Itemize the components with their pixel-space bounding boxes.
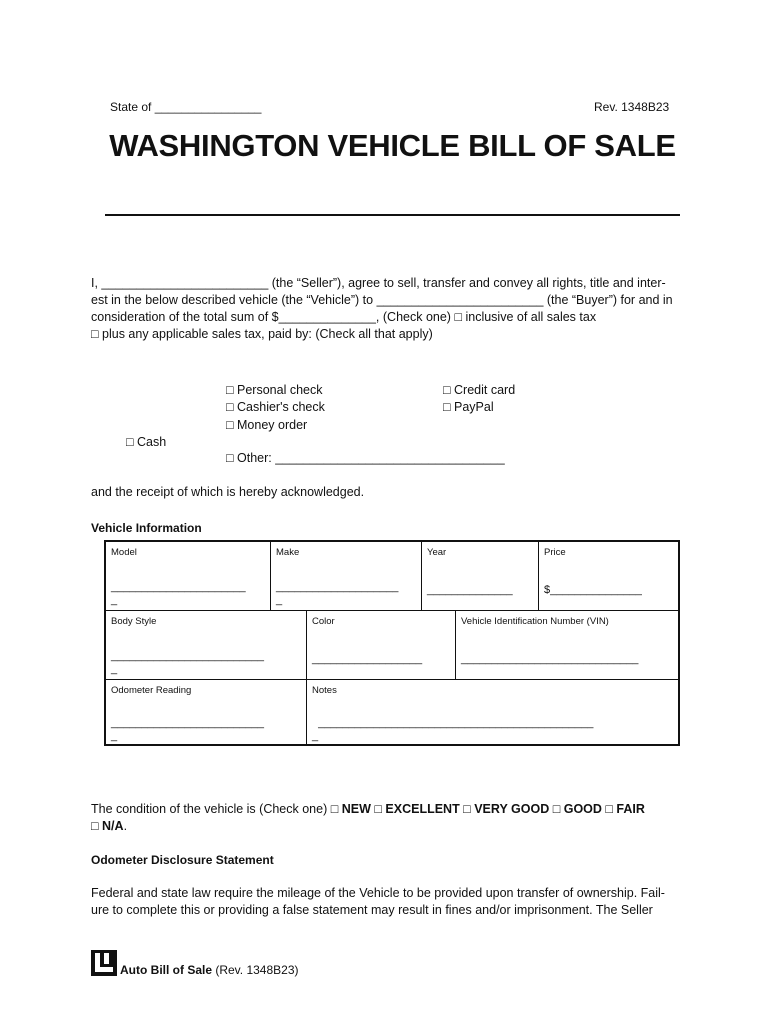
intro-line-4: □ plus any applicable sales tax, paid by: (Check all that apply) [91,327,433,341]
payment-personal-check[interactable]: □ Personal check [226,383,323,397]
make-cell[interactable] [270,542,421,610]
payment-credit-card[interactable]: □ Credit card [443,383,516,397]
notes-label: Notes [312,685,337,696]
odometer-line-1: Federal and state law require the mileage of the Vehicle to be provided upon transfer of ownership. Fail- [91,886,665,900]
table-row [106,610,678,679]
odometer-disclosure-heading: Odometer Disclosure Statement [91,853,274,867]
color-field[interactable]: __________________ [312,653,423,665]
price-field[interactable]: $_______________ [544,584,642,596]
payment-cashiers-check[interactable]: □ Cashier's check [226,400,325,414]
footer-doc-name: Auto Bill of Sale [120,963,213,977]
payment-other[interactable]: □ Other: _________________________________ [226,451,505,465]
state-of-field: State of ________________ [110,100,262,114]
model-label: Model [111,547,137,558]
footer-revision: (Rev. 1348B23) [212,963,299,977]
odometer-label: Odometer Reading [111,685,192,696]
price-label: Price [544,547,566,558]
body-style-field[interactable]: _________________________ _ [111,650,264,675]
year-label: Year [427,547,447,558]
intro-line-2: est in the below described vehicle (the “Vehicle”) to ________________________ (the “Buyer”) for and in [91,293,673,307]
intro-line-1: I, ________________________ (the “Seller”), agree to sell, transfer and convey all rights, title and inter- [91,276,666,290]
receipt-statement: and the receipt of which is hereby acknowledged. [91,485,365,499]
revision-number: Rev. 1348B23 [594,100,670,114]
payment-paypal[interactable]: □ PayPal [443,400,494,414]
notes-field[interactable]: _____________________________________________ _ [312,717,594,742]
vin-cell[interactable] [455,611,678,679]
condition-na-option[interactable]: □ N/A [91,819,124,833]
year-field[interactable]: ______________ [427,584,513,596]
make-label: Make [276,547,300,558]
title-divider [105,214,680,216]
vehicle-info-heading: Vehicle Information [91,521,202,535]
notes-cell[interactable] [306,680,678,746]
table-row [106,679,678,746]
odometer-cell[interactable] [106,680,306,746]
year-cell[interactable] [421,542,538,610]
table-row [106,542,678,610]
vehicle-info-table [104,540,680,746]
payment-money-order[interactable]: □ Money order [226,418,308,432]
document-title: WASHINGTON VEHICLE BILL OF SALE [109,128,676,163]
vin-label: Vehicle Identification Number (VIN) [461,616,609,627]
condition-options[interactable]: □ NEW □ EXCELLENT □ VERY GOOD □ GOOD □ FAIR [330,802,645,816]
odometer-disclosure-text [91,885,665,919]
make-field[interactable]: ____________________ _ [276,581,399,606]
model-cell[interactable] [106,542,270,610]
condition-prefix: The condition of the vehicle is (Check one) [91,802,331,816]
color-label: Color [312,616,335,627]
model-field[interactable]: ______________________ _ [111,581,246,606]
vin-field[interactable]: _____________________________ [461,653,639,665]
color-cell[interactable] [306,611,455,679]
intro-paragraph [91,275,673,343]
condition-statement [91,801,691,835]
body-style-cell[interactable] [106,611,306,679]
body-style-label: Body Style [111,616,157,627]
price-cell[interactable] [538,542,678,610]
odometer-line-2: ure to complete this or providing a false statement may result in fines and/or imprisonment. The Seller [91,903,653,917]
condition-na-suffix: . [123,819,128,833]
brand-logo-icon [91,950,117,976]
intro-line-3: consideration of the total sum of $______________, (Check one) □ inclusive of all sales tax [91,310,597,324]
payment-cash[interactable]: □ Cash [126,435,167,449]
footer-label [120,963,299,977]
odometer-field[interactable]: _________________________ _ [111,717,264,742]
